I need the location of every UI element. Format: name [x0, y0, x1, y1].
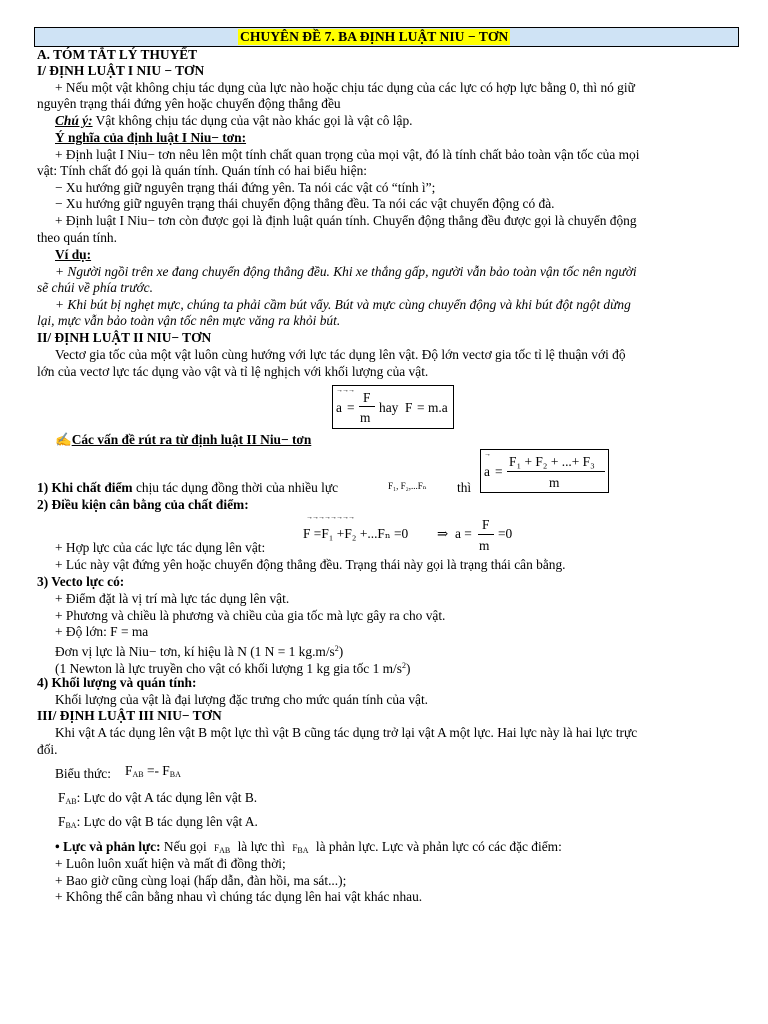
law2-text-2: lớn của vectơ lực tác dụng vào vật và tỉ lệ nghịch với khối lượng của vật.	[37, 364, 429, 379]
reaction-text-2: là lực thì	[237, 839, 285, 854]
issue-4-text: Khối lượng của vật là đại lượng đặc trưng cho mức quán tính của vật.	[55, 692, 429, 707]
issue-3-text-2: + Phương và chiều là phương và chiều của gia tốc mà lực gây ra cho vật.	[55, 608, 446, 623]
law3-text-2: đối.	[37, 742, 58, 757]
title-banner	[34, 27, 739, 47]
page-title: CHUYÊN ĐỀ 7. BA ĐỊNH LUẬT NIU − TƠN	[240, 29, 509, 44]
formula-eq: =	[347, 400, 355, 415]
formula2-numerator: F₁ + F₂ + ...+ F₃	[509, 454, 595, 469]
law1-text-1: + Nếu một vật không chịu tác dụng của lực nào hoặc chịu tác dụng của các lực có hợp lực bằng 0, thì nó giữ	[55, 80, 635, 95]
formula-eq2: =	[417, 400, 425, 415]
pencil-icon: ✍	[55, 432, 72, 447]
issue-3-label: 3) Vecto lực có:	[37, 574, 125, 589]
vector-arrow-mark: →	[484, 450, 490, 458]
issue-1-forces: F₁, F₂,...Fₙ	[388, 481, 427, 491]
meaning-heading: Ý nghĩa của định luật I Niu− tơn:	[55, 130, 247, 145]
formula-ma: m.a	[428, 400, 448, 415]
formula-hay: hay	[379, 400, 399, 415]
formula3-rhs: =0	[498, 526, 513, 541]
formula3-lhs: F =F₁ +F₂ +...Fₙ =0	[303, 526, 409, 541]
example-1a: + Người ngồi trên xe đang chuyển động thẳng đều. Khi xe thắng gấp, người vẫn bảo toàn vận tốc nên người	[55, 264, 637, 279]
law2-heading: II/ ĐỊNH LUẬT II NIU− TƠN	[37, 330, 212, 345]
fba-def-text: : Lực do vật B tác dụng lên vật A.	[76, 814, 258, 829]
issues-heading-text: Các vấn đề rút ra từ định luật II Niu− tơn	[71, 432, 312, 447]
expr-F-ab: F	[125, 763, 133, 778]
newton-close: )	[406, 661, 411, 676]
formula2-a: a	[484, 464, 490, 479]
formula3-numerator: F	[482, 517, 490, 532]
issue-4-label: 4) Khối lượng và quán tính:	[37, 675, 197, 690]
newton-exponent: 2	[402, 661, 406, 670]
issue-1-text: chịu tác dụng đồng thời của nhiều lực	[132, 480, 339, 495]
meaning-text-2: vật: Tính chất đó gọi là quán tính. Quán tính có hai biểu hiện:	[37, 163, 367, 178]
reaction-text-3: là phản lực. Lực và phản lực có các đặc điểm:	[315, 839, 562, 854]
unit-close: )	[338, 644, 344, 659]
formula3-a: a =	[455, 526, 472, 541]
note-text: Vật không chịu tác dụng của vật nào khác gọi là vật cô lập.	[92, 113, 413, 128]
issue-2-label: 2) Điều kiện cân bằng của chất điểm:	[37, 497, 249, 512]
formula3-implies: ⇒	[437, 526, 449, 541]
law3-text-1: Khi vật A tác dụng lên vật B một lực thì vật B cũng tác dụng trở lại vật A một lực. Hai lực này là hai lực trực	[55, 725, 638, 740]
example-1b: sẽ chúi về phía trước.	[37, 280, 153, 295]
fraction-bar	[359, 406, 375, 407]
expression-label: Biểu thức:	[55, 766, 111, 781]
issue-3-text-3: + Độ lớn: F = ma	[55, 624, 149, 639]
issue-2-text-2: + Lúc này vật đứng yên hoặc chuyển động thẳng đều. Trạng thái này gọi là trạng thái cân bằng.	[55, 557, 566, 572]
meaning-dash-2: − Xu hướng giữ nguyên trạng thái chuyển động thẳng đều. Ta nói các vật chuyển động có đà.	[55, 196, 555, 211]
issue-1-then: thì	[457, 480, 472, 495]
sym-ab: AB	[65, 797, 77, 806]
fraction-bar	[507, 471, 605, 472]
reaction-point-3: + Không thể cân bằng nhau vì chúng tác dụng lên hai vật khác nhau.	[55, 889, 423, 904]
vector-arrow-marks: →→→→→→→→	[306, 513, 354, 521]
reaction-text-1: Nếu gọi	[160, 839, 207, 854]
sym-ba: BA	[297, 846, 309, 855]
sym-F: F	[214, 843, 220, 853]
law1-text-2: nguyên trạng thái đứng yên hoặc chuyển động thẳng đều	[37, 96, 341, 111]
formula3-denominator: m	[479, 538, 490, 553]
issue-2-text-1: + Hợp lực của các lực tác dụng lên vật:	[55, 540, 266, 555]
reaction-label: • Lực và phản lực:	[55, 839, 161, 854]
sym-F: F	[58, 814, 66, 829]
fab-definition	[58, 790, 257, 810]
issue-3-text-1: + Điểm đặt là vị trí mà lực tác dụng lên vật.	[55, 591, 290, 606]
formula-a: a	[336, 400, 342, 415]
expr-eq: =- F	[146, 763, 170, 778]
meaning-text-4: theo quán tính.	[37, 230, 117, 245]
reaction-fba	[292, 843, 308, 853]
newton-def: (1 Newton là lực truyền cho vật có khối lượng 1 kg gia tốc 1 m/s	[55, 661, 402, 676]
formula2-eq: =	[495, 464, 503, 479]
note-label: Chú ý:	[55, 113, 93, 128]
issue-1-label: 1) Khi chất điểm	[37, 480, 133, 495]
issues-heading	[55, 432, 311, 448]
unit-text: Đơn vị lực là Niu− tơn, kí hiệu là N (1 N = 1 kg.m/s	[55, 644, 335, 659]
meaning-dash-1: − Xu hướng giữ nguyên trạng thái đứng yên. Ta nói các vật có “tính ì”;	[55, 180, 436, 195]
expr-ab-sub: AB	[132, 770, 144, 779]
sym-ba: BA	[65, 821, 77, 830]
reaction-fab	[214, 843, 230, 853]
example-2b: lại, mực vẫn bảo toàn vận tốc nên mực văng ra khỏi bút.	[37, 313, 341, 328]
formula-numerator: F	[363, 390, 371, 405]
expr-ba-sub: BA	[169, 770, 181, 779]
reaction-point-1: + Luôn luôn xuất hiện và mất đi đồng thời;	[55, 856, 286, 871]
reaction-point-2: + Bao giờ cũng cùng loại (hấp dẫn, đàn hồi, ma sát...);	[55, 873, 347, 888]
sym-F: F	[292, 843, 298, 853]
note-line	[55, 113, 413, 129]
vector-arrow-marks: →→→	[336, 386, 354, 394]
formula-denominator: m	[360, 410, 371, 425]
formula2-denominator: m	[549, 475, 560, 490]
formula-sum-box	[480, 449, 609, 493]
formula-F: F	[405, 400, 413, 415]
unit-exponent: 2	[334, 644, 339, 653]
formula-newton2-box	[332, 385, 454, 429]
meaning-text-1: + Định luật I Niu− tơn nêu lên một tính chất quan trọng của mọi vật, đó là tính chất bảo toàn vận tốc của mọi	[55, 147, 640, 162]
sym-F: F	[58, 790, 66, 805]
fba-definition	[58, 814, 258, 834]
meaning-text-3: + Định luật I Niu− tơn còn được gọi là định luật quán tính. Chuyển động thẳng đều được gọi là chuyển động	[55, 213, 637, 228]
law2-text-1: Vectơ gia tốc của một vật luôn cùng hướng với lực tác dụng lên vật. Độ lớn vectơ gia tốc tỉ lệ thuận với độ	[55, 347, 626, 362]
fab-def-text: : Lực do vật A tác dụng lên vật B.	[76, 790, 258, 805]
fraction-bar	[478, 534, 494, 535]
section-a-heading: A. TÓM TẮT LÝ THUYẾT	[37, 47, 198, 62]
example-2a: + Khi bút bị nghẹt mực, chúng ta phải cầm bút vẩy. Bút và mực cùng chuyển động và khi bút đột ngột dừng	[55, 297, 631, 312]
issue-1-line	[37, 480, 338, 496]
law1-heading: I/ ĐỊNH LUẬT I NIU − TƠN	[37, 63, 205, 78]
law3-heading: III/ ĐỊNH LUẬT III NIU− TƠN	[37, 708, 222, 723]
example-heading: Ví dụ:	[55, 247, 92, 262]
expression-formula	[125, 763, 181, 783]
sym-ab: AB	[219, 846, 231, 855]
